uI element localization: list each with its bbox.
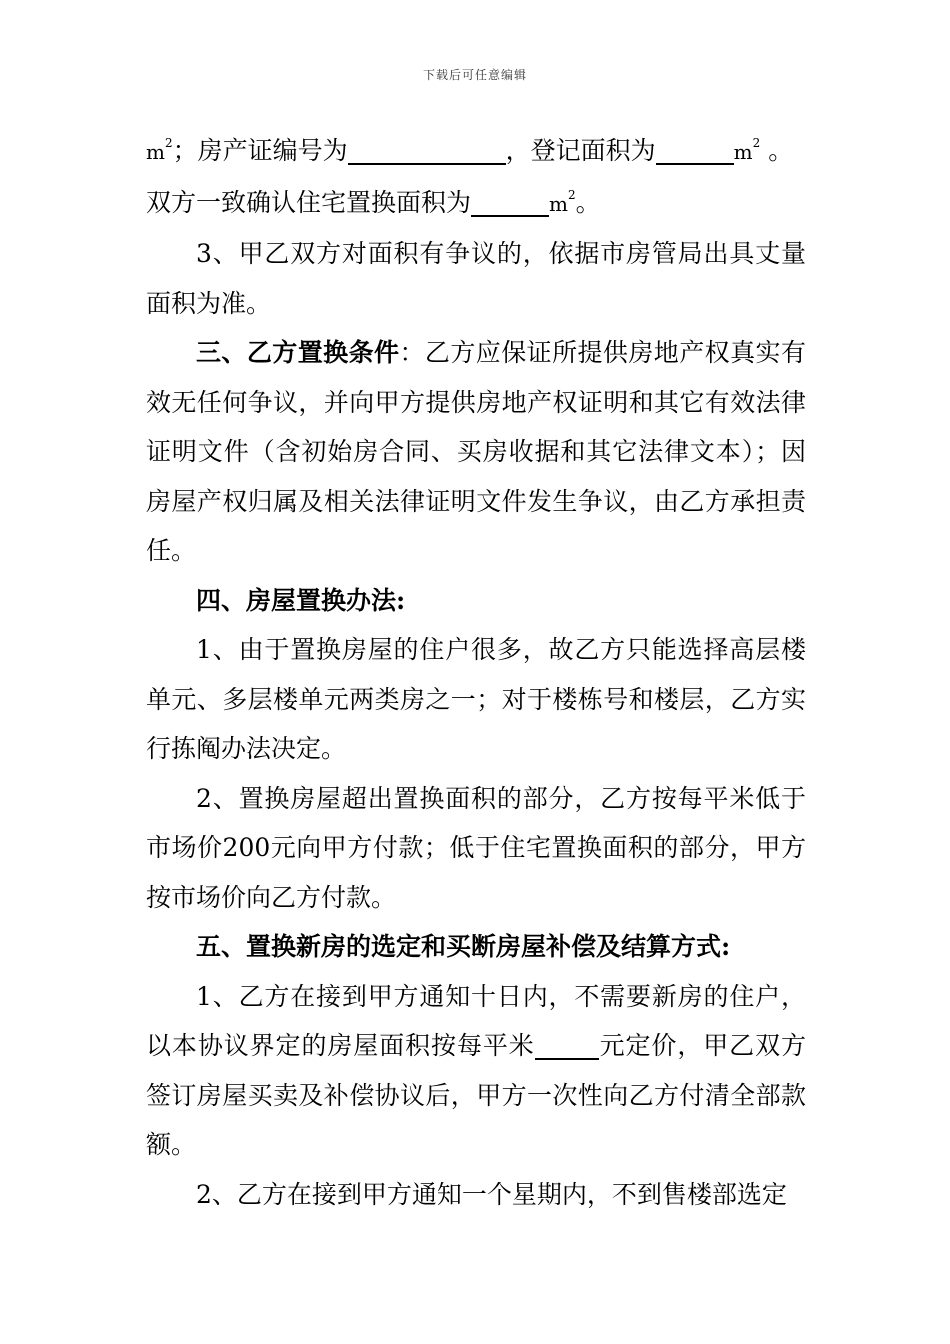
- unit-superscript: 2: [164, 136, 173, 150]
- blank-price-per-sqm[interactable]: [535, 1028, 599, 1060]
- blank-registered-area[interactable]: [656, 133, 734, 165]
- paragraph-5-2: 2、乙方在接到甲方通知一个星期内，不到售楼部选定: [196, 1179, 787, 1209]
- text-registered-area: ，登记面积为: [505, 136, 656, 165]
- paragraph-5-1: [146, 972, 806, 1170]
- paragraph-4-1: 1、由于置换房屋的住户很多，故乙方只能选择高层楼单元、多层楼单元两类房之一；对于楼栋号和楼层，乙方实行拣阄办法决定。: [146, 635, 806, 763]
- section-heading-5: 五、置换新房的选定和买断房屋补偿及结算方式:: [196, 932, 731, 961]
- text-cert-number: ；房产证编号为: [172, 136, 348, 165]
- paragraph-5-1-text-b: 元定价，甲乙双方签订房屋买卖及补偿协议后，甲方一次性向乙方付清全部款额。: [146, 1031, 806, 1159]
- section-heading-4: 四、房屋置换办法:: [196, 585, 406, 615]
- blank-cert-number[interactable]: [348, 133, 506, 165]
- blank-exchange-area[interactable]: [471, 185, 549, 217]
- document-body: [146, 126, 806, 1219]
- paragraph-area-registration: [146, 126, 806, 229]
- unit-superscript: 2: [752, 136, 761, 150]
- paragraph-area-dispute: 3、甲乙双方对面积有争议的，依据市房管局出具丈量面积为准。: [146, 239, 806, 318]
- unit-superscript: 2: [567, 187, 576, 202]
- unit-m: m: [146, 140, 165, 164]
- paragraph-4-2: 2、置换房屋超出置换面积的部分，乙方按每平米低于市场价200元向甲方付款；低于住宅置换面积的部分，甲方按市场价向乙方付款。: [146, 783, 806, 912]
- text-period: 。: [760, 136, 794, 165]
- section-3-text: ：乙方应保证所提供房地产权真实有效无任何争议，并向甲方提供房地产权证明和其它有效法律证明文件（含初始房合同、买房收据和其它法律文本）；因房屋产权归属及相关法律证明文件发生争议，由乙方承担责任。: [146, 338, 806, 565]
- paragraph-section-3: [146, 328, 806, 576]
- unit-m: m: [549, 191, 568, 216]
- text-exchange-area: 双方一致确认住宅置换面积为: [146, 187, 472, 217]
- page-header: 下载后可任意编辑: [422, 68, 527, 82]
- unit-m: m: [733, 140, 753, 164]
- text-period: 。: [575, 187, 601, 217]
- section-heading-3: 三、乙方置换条件: [196, 338, 400, 367]
- paragraph-5-1-text-a: 1、乙方在接到甲方通知十日内，不需要新房的住户，以本协议界定的房屋面积按每平米: [146, 981, 806, 1060]
